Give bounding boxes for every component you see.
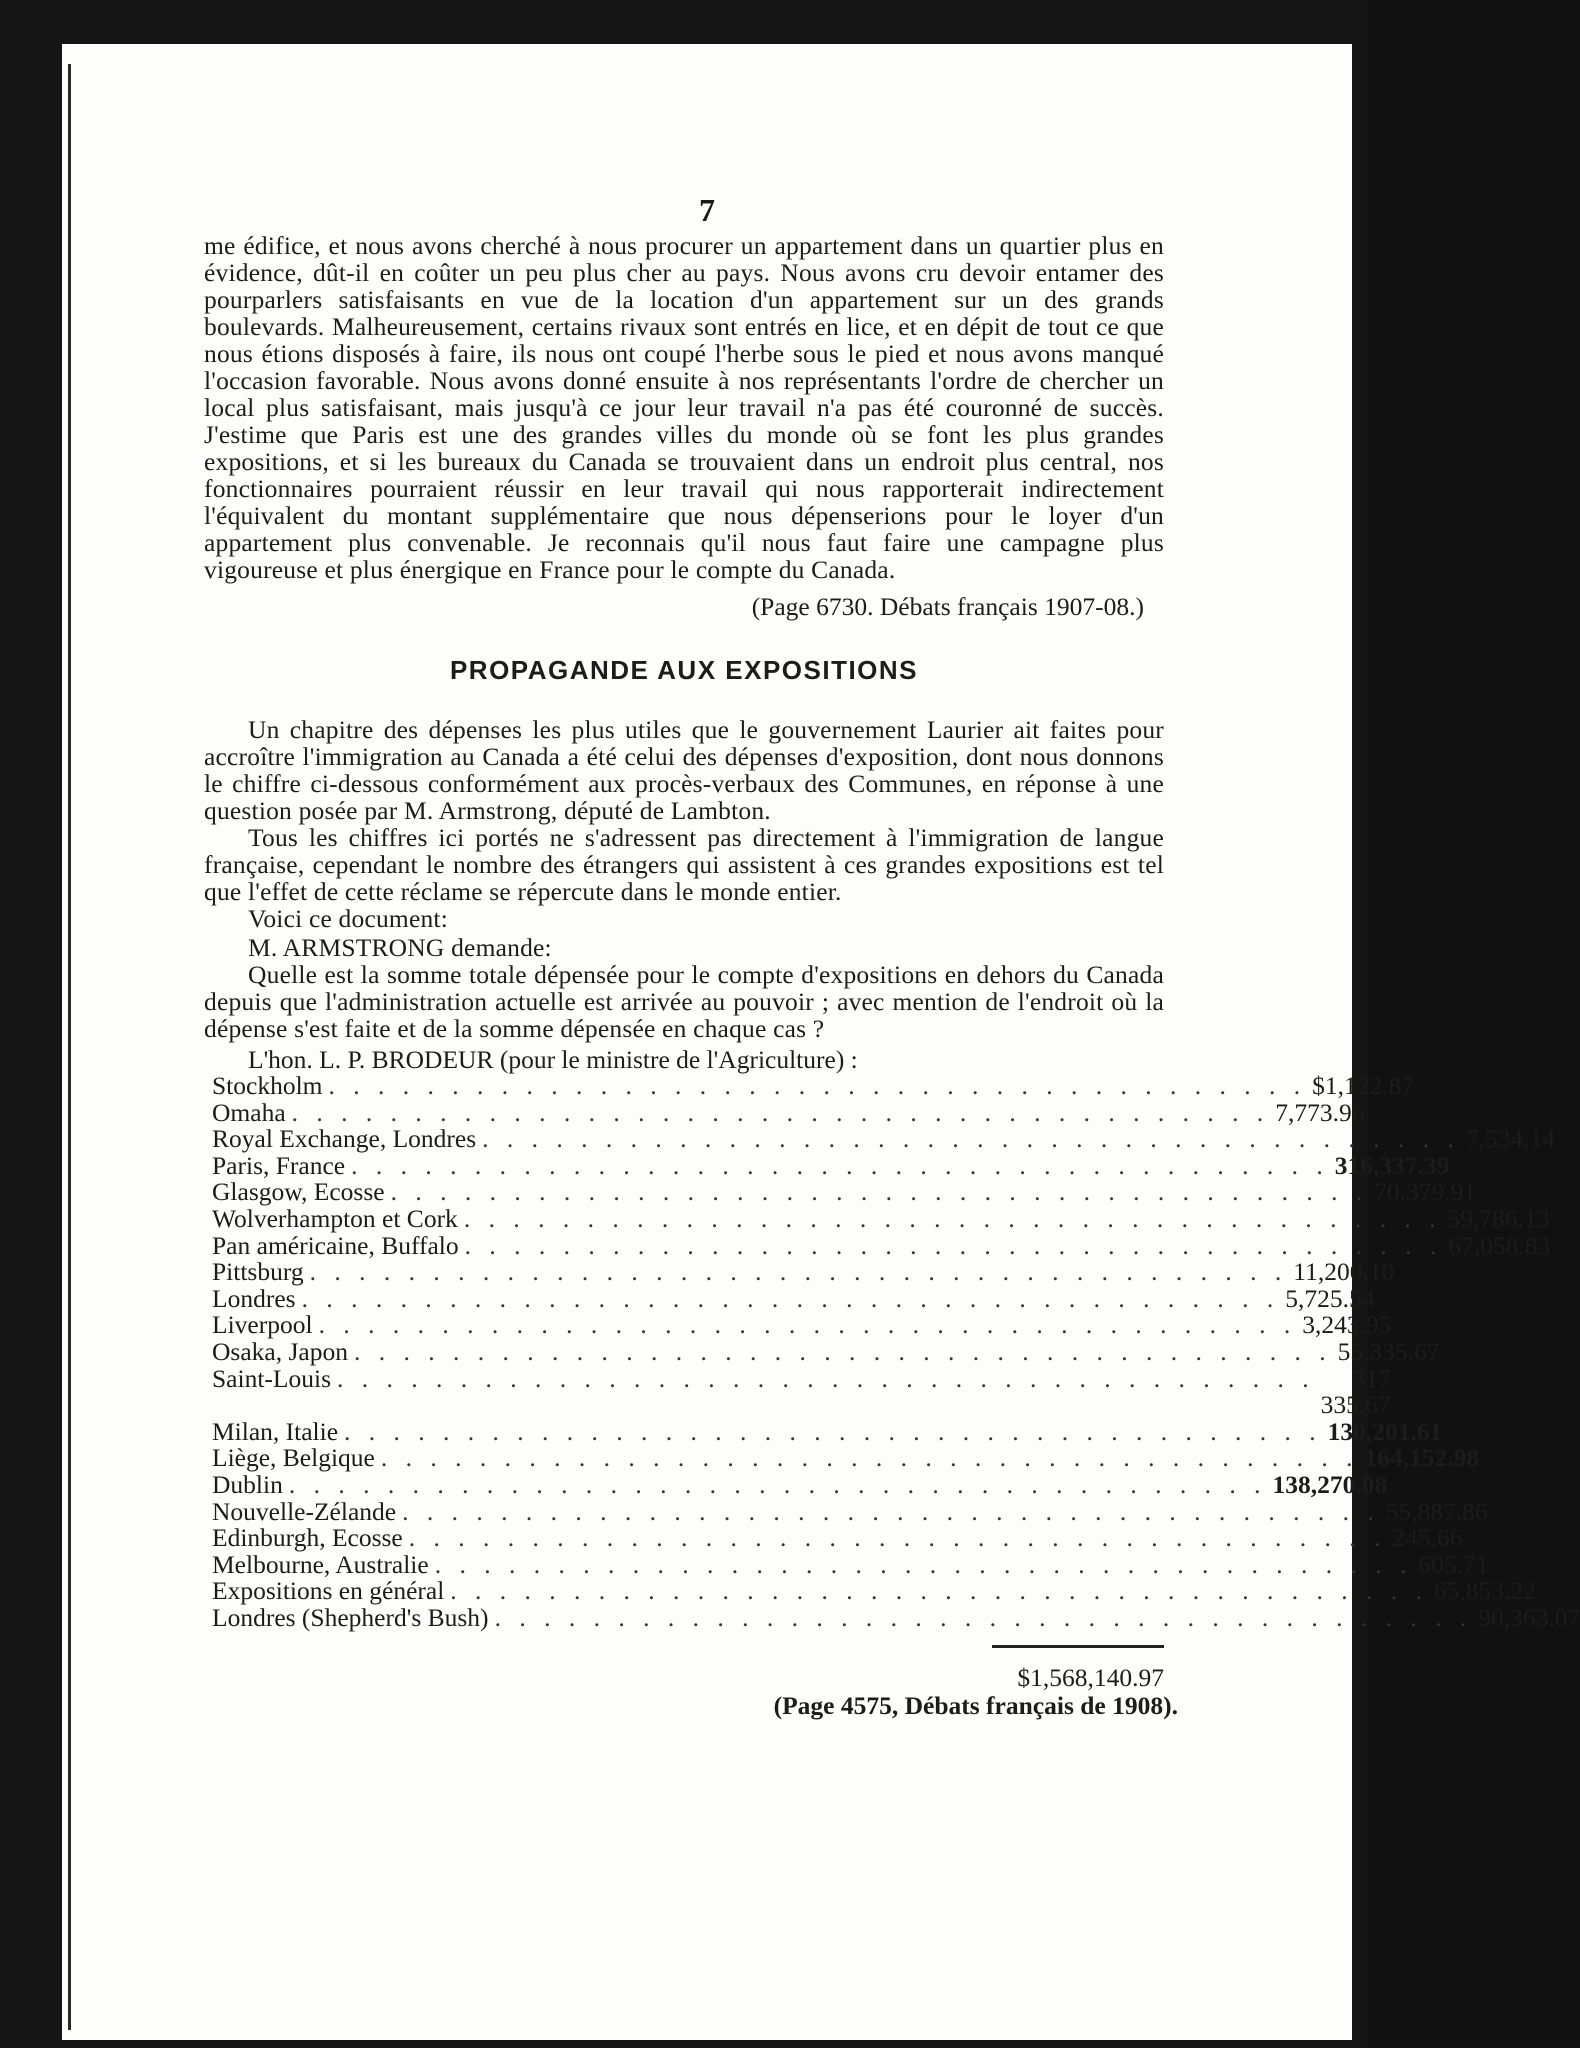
expense-place: Dublin bbox=[212, 1469, 283, 1499]
leader-dots: . . . . . . . . . . . . . . . . . . . . . . . . . . . . . . . . . . . . . . . . bbox=[309, 1257, 1288, 1287]
citation-debats-1908: (Page 4575, Débats français de 1908). bbox=[773, 1691, 1178, 1721]
expense-place: Omaha bbox=[212, 1097, 286, 1127]
expense-row bbox=[204, 1097, 1365, 1127]
expense-place: Milan, Italie bbox=[212, 1416, 339, 1446]
citation-debats-1907: (Page 6730. Débats français 1907-08.) bbox=[751, 592, 1144, 621]
expense-amount: 130,201.61 bbox=[1327, 1416, 1443, 1446]
expense-row bbox=[204, 1177, 1477, 1207]
expense-amount: 3,243.95 bbox=[1302, 1310, 1392, 1340]
expense-amount: 7,773.96 bbox=[1275, 1097, 1365, 1127]
leader-dots: . . . . . . . . . . . . . . . . . . . . . . . . . . . . . . . . . . . . . . . . bbox=[390, 1177, 1369, 1207]
expense-amount: 1,122.87 bbox=[1324, 1071, 1415, 1100]
question-text: Quelle est la somme totale dépensée pour le compte d'expositions en dehors du Canada depuis que l'administration actuelle est arrivée au pouvoir ; avec mention de l'endroit où la dépense s'est faite et de la somme dépensée en chaque cas ? bbox=[204, 960, 1164, 1043]
leader-dots: . . . . . . . . . . . . . . . . . . . . . . . . . . . . . . . . . . . . . . . . bbox=[301, 1283, 1280, 1313]
expense-place: Paris, France bbox=[212, 1150, 346, 1180]
expense-table bbox=[204, 1071, 1580, 1632]
leader-dots: . . . . . . . . . . . . . . . . . . . . . . . . . . . . . . . . . . . . . . . . bbox=[494, 1602, 1473, 1632]
expense-row bbox=[204, 1443, 1480, 1473]
leader-dots: . . . . . . . . . . . . . . . . . . . . . . . . . . . . . . . . . . . . . . . . bbox=[380, 1443, 1359, 1473]
leader-dots: . . . . . . . . . . . . . . . . . . . . . . . . . . . . . . . . . . . . . . . . bbox=[291, 1097, 1270, 1127]
paragraph-chiffres: Tous les chiffres ici portés ne s'adressent pas directement à l'immigration de langue française, cependant le nombre des étrangers qui assistent à ces grandes expositions est tel que l'effet de cette réclame se répercute dans le monde entier. bbox=[204, 823, 1164, 906]
expense-amount: 55,335.67 bbox=[1337, 1336, 1440, 1366]
expense-place: Glasgow, Ecosse bbox=[212, 1177, 385, 1207]
expense-place: Melbourne, Australie bbox=[212, 1549, 429, 1579]
expense-amount: 55,887.86 bbox=[1385, 1496, 1488, 1526]
leader-dots: . . . . . . . . . . . . . . . . . . . . . . . . . . . . . . . . . . . . . . . . bbox=[328, 1071, 1307, 1100]
expense-row bbox=[204, 1576, 1536, 1606]
expense-place: Pittsburg bbox=[212, 1257, 304, 1287]
expense-amount: 11,200.10 bbox=[1293, 1257, 1395, 1287]
expense-place: Liverpool bbox=[212, 1310, 313, 1340]
expense-amount: 245.66 bbox=[1392, 1523, 1463, 1553]
leader-dots: . . . . . . . . . . . . . . . . . . . . . . . . . . . . . . . . . . . . . . . . bbox=[337, 1363, 1315, 1393]
page-content bbox=[204, 231, 1580, 1721]
leader-dots: . . . . . . . . . . . . . . . . . . . . . . . . . . . . . . . . . . . . . . . . bbox=[288, 1469, 1267, 1499]
expense-amount: 605.71 bbox=[1418, 1549, 1489, 1579]
expense-amount: 316,337.39 bbox=[1334, 1150, 1450, 1180]
expense-row bbox=[204, 1549, 1489, 1579]
leader-dots: . . . . . . . . . . . . . . . . . . . . . . . . . . . . . . . . . . . . . . . . bbox=[482, 1124, 1460, 1154]
answer-heading: L'hon. L. P. BRODEUR (pour le ministre de l'Agriculture) : bbox=[248, 1045, 858, 1074]
leader-dots: . . . . . . . . . . . . . . . . . . . . . . . . . . . . . . . . . . . . . . . . bbox=[353, 1336, 1332, 1366]
expense-row bbox=[204, 1336, 1440, 1366]
expense-place: Londres (Shepherd's Bush) bbox=[212, 1602, 489, 1632]
expense-place: Nouvelle-Zélande bbox=[212, 1496, 397, 1526]
intro-paragraph: me édifice, et nous avons cherché à nous procurer un appartement dans un quartier plus en évidence, dût-il en coûter un peu plus cher au pays. Nous avons cru devoir entamer des pourparlers satisfaisants en vue de la location d'un appartement sur un des grands boulevards. Malheureusement, certains rivaux sont entrés en lice, et en dépit de tout ce que nous étions disposés à faire, ils nous ont coupé l'herbe sous le pied et nous avons manqué l'occasion favorable. Nous avons donné ensuite à nos représentants l'ordre de chercher un local plus satisfaisant, mais jusqu'à ce jour leur travail n'a pas été couronné de succès. J'estime que Paris est une des grandes villes du monde où se font les plus grandes expositions, et si les bureaux du Canada se trouvaient dans un endroit plus central, nos fonctionnaires pourraient réussir en leur travail qui nous rapporterait indirectement l'équivalent du montant supplémentaire que nous dépenserions pour le loyer d'un appartement plus convenable. Je reconnais qu'il nous faut faire une campagne plus vigoureuse et plus énergique en France pour le compte du Canada. bbox=[204, 231, 1164, 584]
expense-row bbox=[204, 1283, 1375, 1313]
question-heading: M. ARMSTRONG demande: bbox=[248, 933, 552, 962]
expense-row bbox=[204, 1203, 1550, 1233]
page-number: 7 bbox=[699, 192, 715, 228]
expense-row bbox=[204, 1071, 1415, 1100]
leader-dots: . . . . . . . . . . . . . . . . . . . . . . . . . . . . . . . . . . . . . . . . bbox=[463, 1203, 1442, 1233]
expense-amount: 90,363.07 bbox=[1478, 1602, 1580, 1632]
expense-row bbox=[204, 1124, 1556, 1154]
expense-place: Osaka, Japon bbox=[212, 1336, 348, 1366]
expense-place: Expositions en général bbox=[212, 1576, 445, 1606]
total-rule bbox=[992, 1645, 1164, 1648]
expense-place: Royal Exchange, Londres bbox=[212, 1124, 477, 1154]
expense-row bbox=[204, 1469, 1388, 1499]
leader-dots: . . . . . . . . . . . . . . . . . . . . . . . . . . . . . . . . . . . . . . . . bbox=[351, 1150, 1329, 1180]
currency-symbol: $ bbox=[1312, 1071, 1325, 1100]
leader-dots: . . . . . . . . . . . . . . . . . . . . . . . . . . . . . . . . . . . . . . . . bbox=[464, 1230, 1443, 1260]
expense-row bbox=[204, 1363, 1391, 1420]
expense-place: Edinburgh, Ecosse bbox=[212, 1523, 403, 1553]
expense-place: Pan américaine, Buffalo bbox=[212, 1230, 459, 1260]
expense-amount: 59,786.13 bbox=[1447, 1203, 1550, 1233]
expense-amount: 7,534.14 bbox=[1465, 1124, 1556, 1154]
leader-dots: . . . . . . . . . . . . . . . . . . . . . . . . . . . . . . . . . . . . . . . . bbox=[402, 1496, 1380, 1526]
expense-row bbox=[204, 1602, 1580, 1632]
page-sheet bbox=[62, 44, 1580, 2040]
expense-amount: 164,152.98 bbox=[1364, 1443, 1480, 1473]
leader-dots: . . . . . . . . . . . . . . . . . . . . . . . . . . . . . . . . . . . . . . . . bbox=[344, 1416, 1322, 1446]
paragraph-laurier: Un chapitre des dépenses les plus utiles que le gouvernement Laurier ait faites pour accroître l'immigration au Canada a été celui des dépenses d'exposition, dont nous donnons le chiffre ci-dessous conformément aux procès-verbaux des Communes, en réponse à une question posée par M. Armstrong, député de Lambton. bbox=[204, 715, 1164, 825]
section-title: PROPAGANDE AUX EXPOSITIONS bbox=[449, 655, 919, 685]
expense-amount: 70,379.91 bbox=[1374, 1177, 1477, 1207]
expense-amount: 65,853.22 bbox=[1433, 1576, 1536, 1606]
expense-amount: 67,058.83 bbox=[1448, 1230, 1551, 1260]
expense-place: Stockholm bbox=[212, 1071, 323, 1100]
leader-dots: . . . . . . . . . . . . . . . . . . . . . . . . . . . . . . . . . . . . . . . . bbox=[434, 1549, 1413, 1579]
expense-place: Londres bbox=[212, 1283, 296, 1313]
expense-row bbox=[204, 1150, 1450, 1180]
expense-row bbox=[204, 1496, 1488, 1526]
expense-row bbox=[204, 1416, 1443, 1446]
expense-row bbox=[204, 1523, 1463, 1553]
expense-amount: 317 335.67 bbox=[1320, 1363, 1391, 1420]
expense-row bbox=[204, 1310, 1392, 1340]
expense-row bbox=[204, 1230, 1551, 1260]
expense-amount: 5,725.54 bbox=[1285, 1283, 1375, 1313]
leader-dots: . . . . . . . . . . . . . . . . . . . . . . . . . . . . . . . . . . . . . . . . bbox=[318, 1310, 1297, 1340]
leader-dots: . . . . . . . . . . . . . . . . . . . . . . . . . . . . . . . . . . . . . . . . bbox=[450, 1576, 1428, 1606]
expense-place: Saint-Louis bbox=[212, 1363, 331, 1393]
expense-place: Liège, Belgique bbox=[212, 1443, 375, 1473]
paragraph-document: Voici ce document: bbox=[248, 904, 448, 933]
leader-dots: . . . . . . . . . . . . . . . . . . . . . . . . . . . . . . . . . . . . . . . . bbox=[408, 1523, 1387, 1553]
expense-amount: 138,270.08 bbox=[1272, 1469, 1388, 1499]
total-amount: $1,568,140.97 bbox=[1017, 1663, 1164, 1693]
expense-place: Wolverhampton et Cork bbox=[212, 1203, 458, 1233]
expense-row bbox=[204, 1257, 1395, 1287]
